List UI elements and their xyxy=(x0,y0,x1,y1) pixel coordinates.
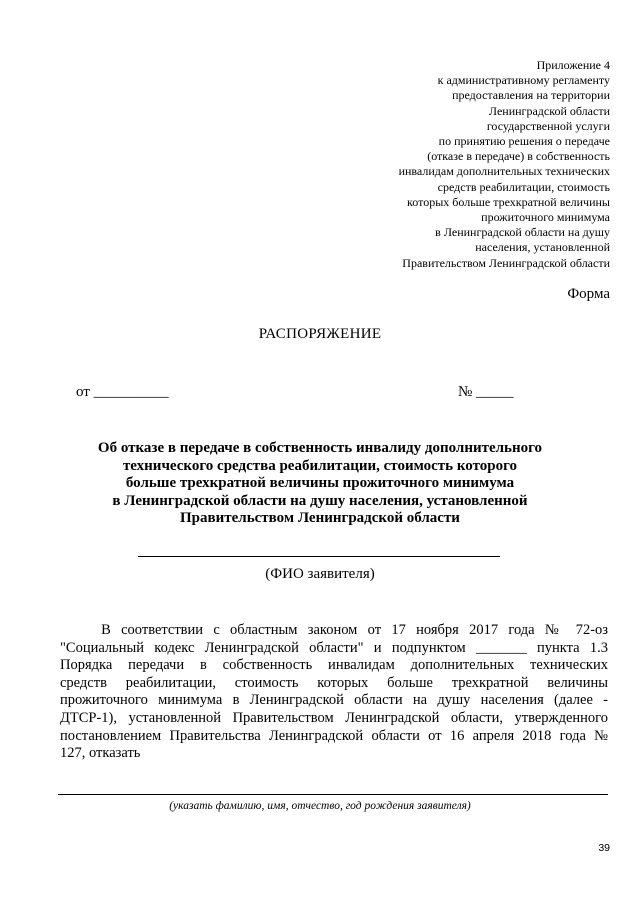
appendix-line: прожиточного минимума xyxy=(481,210,610,225)
appendix-line: предоставления на территории xyxy=(452,88,610,103)
body-line: ДТСР-1), установленной Правительством Ленинградской области, утвержденного xyxy=(60,709,608,726)
appendix-line: инвалидам дополнительных технических xyxy=(398,164,610,179)
body-line: прожиточного минимума в Ленинградской области на душу населения (далее - xyxy=(60,692,608,709)
applicant-underline xyxy=(58,794,608,795)
document-title: РАСПОРЯЖЕНИЕ xyxy=(258,326,382,342)
heading-line: больше трехкратной величины прожиточного минимума xyxy=(125,475,515,492)
appendix-line: к административному регламенту xyxy=(437,73,610,88)
appendix-line: государственной услуги xyxy=(486,118,610,133)
heading-line: в Ленинградской области на душу населения, установленной xyxy=(112,492,528,509)
appendix-line: Приложение 4 xyxy=(536,58,610,72)
body-line: Порядка передачи в собственность инвалидам дополнительных технических xyxy=(60,657,608,674)
body-line: "Социальный кодекс Ленинградской области" и подпунктом _______ пункта 1.3 xyxy=(60,639,608,656)
appendix-block xyxy=(360,58,610,271)
heading-line: Правительством Ленинградской области xyxy=(180,510,460,527)
appendix-line: (отказе в передаче) в собственность xyxy=(427,149,610,164)
page-number: 39 xyxy=(598,842,610,854)
appendix-line: которых больше трехкратной величины xyxy=(407,194,610,209)
applicant-caption: (указать фамилию, имя, отчество, год рождения заявителя) xyxy=(169,800,471,812)
heading-line: Об отказе в передаче в собственность инвалиду дополнительного xyxy=(97,440,543,456)
number-field: № _____ xyxy=(458,384,514,400)
date-field: от __________ xyxy=(76,384,169,400)
appendix-line: средств реабилитации, стоимость xyxy=(437,179,610,194)
appendix-line: в Ленинградской области на душу xyxy=(435,225,610,240)
appendix-line: населения, установленной xyxy=(475,240,610,255)
body-paragraph xyxy=(60,622,608,763)
heading-line: технического средства реабилитации, стоимость которого xyxy=(122,457,518,474)
appendix-line: Ленинградской области xyxy=(488,103,610,118)
body-line: 127, отказать xyxy=(60,745,141,762)
appendix-line: Правительством Ленинградской области xyxy=(402,255,610,270)
order-heading xyxy=(40,440,600,528)
body-line: средств реабилитации, стоимость которых больше трехкратной величины xyxy=(60,674,608,691)
form-label: Форма xyxy=(567,286,610,302)
appendix-line: по принятию решения о передаче xyxy=(438,134,610,149)
fio-underline xyxy=(138,556,500,557)
body-line: В соответствии с областным законом от 17 ноября 2017 года № 72-оз xyxy=(60,622,608,638)
body-line: постановлением Правительства Ленинградской области от 16 апреля 2018 года № xyxy=(60,727,608,744)
fio-label: (ФИО заявителя) xyxy=(265,566,375,582)
